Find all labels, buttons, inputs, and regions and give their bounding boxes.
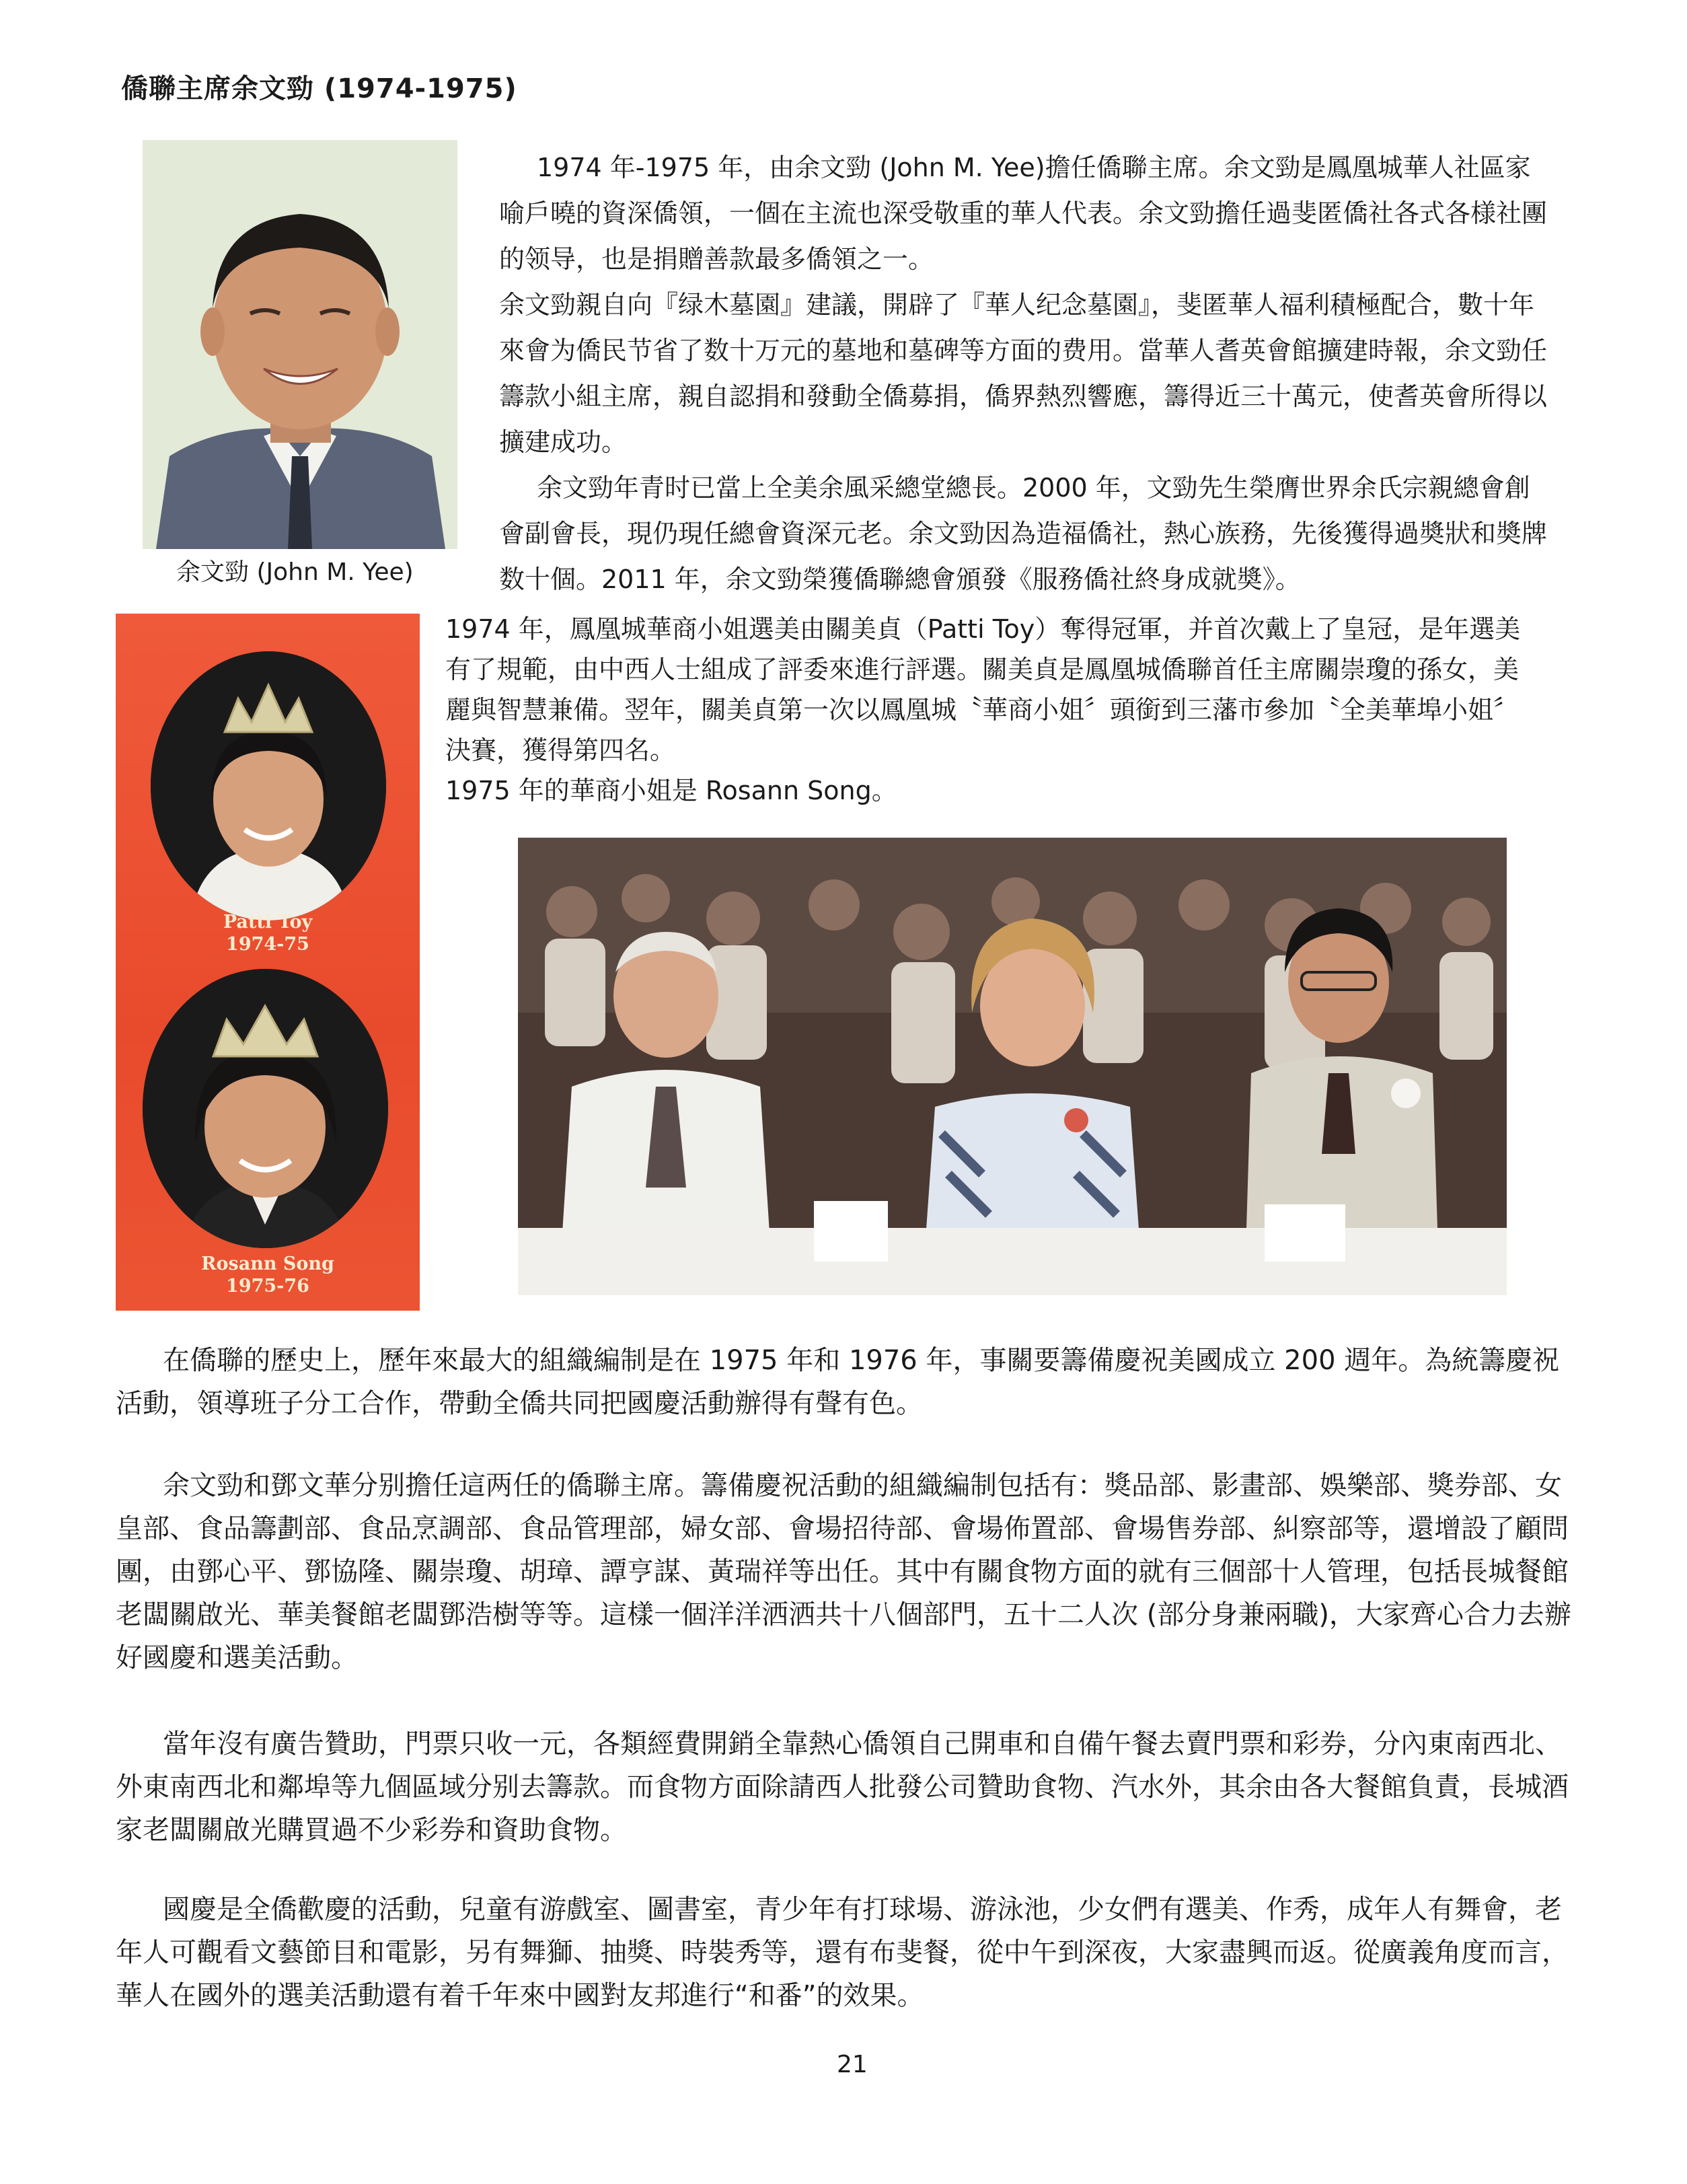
body-paragraph-2-text: 余文勁和鄧文華分别擔任這两任的僑聯主席。籌備慶祝活動的組織編制包括有：獎品部、影畫部、娛樂部、獎券部、女皇部、食品籌劃部、食品烹調部、食品管理部，婦女部、會場招待部、會場佈置部、會場售券部、糾察部等，還增設了顧問團，由鄧心平、鄧協隆、關崇瓊、胡璋、譚亨謀、黃瑞祥等出任。其中有關食物方面的就有三個部十人管理，包括長城餐館老闆關啟光、華美餐館老闆鄧浩樹等等。這樣一個洋洋洒洒共十八個部門，五十二人次 (部分身兼兩職)，大家齊心合力去辦好國慶和選美活動。	[116, 1470, 1571, 1673]
queen1-photo	[151, 651, 386, 920]
section1-paragraph-c: 余文勁年青时已當上全美余風采總堂總長。2000 年，文勁先生榮膺世界余氏宗親總會創會副會長，現仍現任總會資深元老。余文勁因為造福僑社，熱心族務，先後獲得過奬狀和奬牌数十個。2011 年，余文勁榮獲僑聯總會頒發《服務僑社終身成就奬》。	[499, 473, 1548, 594]
portrait-caption: 余文勁 (John M. Yee)	[176, 558, 414, 586]
body-paragraph-4-text: 國慶是全僑歡慶的活動，兒童有游戲室、圖書室，青少年有打球場、游泳池，少女們有選美、作秀，成年人有舞會，老年人可觀看文藝節目和電影，另有舞獅、抽獎、時裝秀等，還有布斐餐，從中午到深夜，大家盡興而返。從廣義角度而言，華人在國外的選美活動還有着千年來中國對友邦進行“和番”的效果。	[116, 1894, 1569, 2011]
body-paragraph-3-text: 當年沒有廣告贊助，門票只收一元，各類經費開銷全靠熱心僑領自己開車和自備午餐去賣門票和彩券，分內東南西北、外東南西北和鄰埠等九個區域分别去籌款。而食物方面除請西人批發公司贊助食物、汽水外，其余由各大餐館負責，長城酒家老闆關啟光購買過不少彩券和資助食物。	[116, 1728, 1569, 1846]
section2-paragraph: 1974 年，鳳凰城華商小姐選美由關美貞（Patti Toy）奪得冠軍，并首次戴上了皇冠，是年選美有了規範，由中西人士組成了評委來進行評選。關美貞是鳳凰城僑聯首任主席關崇瓊的孫女，美麗與智慧兼備。翌年，關美貞第一次以鳳凰城〝華商小姐〞頭銜到三藩市參加〝全美華埠小姐〞決賽，獲得第四名。	[445, 614, 1521, 765]
queen2-name: Rosann Song	[201, 1253, 334, 1274]
body-paragraph-1	[116, 1339, 1575, 1425]
body-paragraph-4	[116, 1888, 1575, 2017]
section1-paragraph-a: 1974 年-1975 年，由余文勁 (John M. Yee)擔任僑聯主席。余文勁是鳳凰城華人社區家喻戶曉的資深僑領，一個在主流也深受敬重的華人代表。余文勁擔任過斐匿僑社各式各様社團的领导，也是捐贈善款最多僑領之一。	[499, 153, 1548, 274]
section2-text	[445, 609, 1542, 811]
queen2-label	[116, 1253, 420, 1297]
queen1-years: 1974-75	[226, 934, 309, 955]
body-paragraph-2	[116, 1464, 1575, 1679]
section1-paragraph-b: 余文勁親自向『绿木墓園』建議，開辟了『華人纪念墓園』，斐匿華人福利積極配合，數十年來會为僑民节省了数十万元的墓地和墓碑等方面的费用。當華人耆英會館擴建時報，余文勁任籌款小組主席，親自認捐和發動全僑募捐，僑界熱烈響應，籌得近三十萬元，使耆英會所得以擴建成功。	[499, 290, 1548, 457]
queen1-name: Patti Toy	[223, 912, 313, 933]
queen2-photo	[143, 969, 388, 1248]
page-number: 21	[837, 2051, 868, 2078]
section2-paragraph-2: 1975 年的華商小姐是 Rosann Song。	[445, 776, 897, 805]
portrait-photo	[143, 140, 457, 549]
body-paragraph-1-text: 在僑聯的歷史上，歷年來最大的組織編制是在 1975 年和 1976 年，事關要籌備慶祝美國成立 200 週年。為統籌慶祝活動，領導班子分工合作，帶動全僑共同把國慶活動辦得有聲有色。	[116, 1345, 1560, 1419]
queen2-years: 1975-76	[226, 1276, 309, 1297]
pageant-queens-card	[116, 614, 420, 1311]
body-paragraph-3	[116, 1722, 1575, 1852]
judges-group-photo	[518, 838, 1507, 1295]
queen1-label	[116, 911, 420, 955]
page-heading: 僑聯主席余文勁 (1974-1975)	[121, 73, 517, 104]
section1-text	[499, 145, 1555, 602]
